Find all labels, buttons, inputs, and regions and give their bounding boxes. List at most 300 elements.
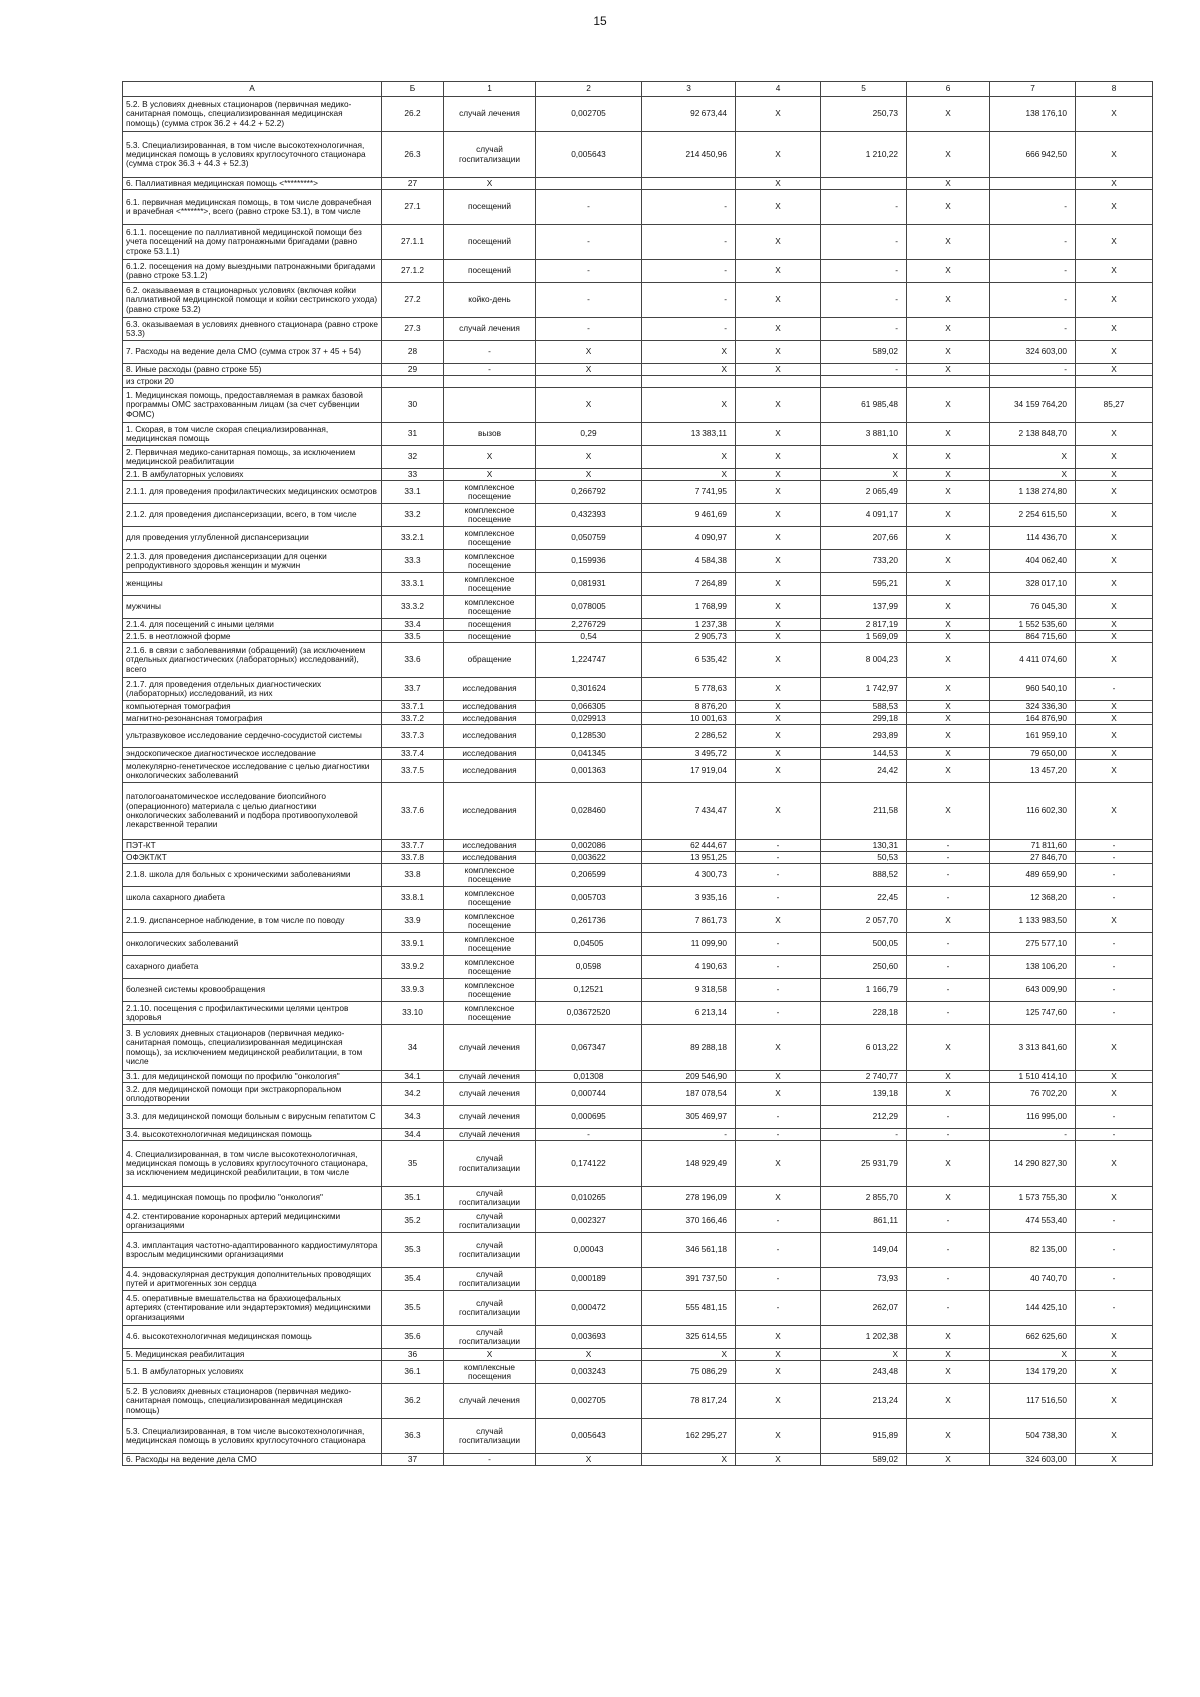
per-capita-cell: 228,18 [821,1002,907,1025]
col6-cell: X [907,1361,990,1384]
per-capita-cell: 1 742,97 [821,678,907,701]
col-header-1: 1 [444,82,536,97]
per-capita-cell: 243,48 [821,1361,907,1384]
row-name-cell: сахарного диабета [123,956,382,979]
table-row [123,933,1153,956]
amount-cell: 114 436,70 [990,527,1076,550]
table-row [123,1291,1153,1326]
col4-cell: X [736,713,821,725]
col6-cell: X [907,527,990,550]
amount-cell: 13 457,20 [990,760,1076,783]
col6-cell: X [907,1349,990,1361]
col4-cell: X [736,1326,821,1349]
per-capita-cell: - [821,225,907,260]
unit-cell: исследования [444,783,536,840]
table-row [123,550,1153,573]
row-name-cell: 4.2. стентирование коронарных артерий медицинскими организациями [123,1210,382,1233]
cost-cell: 325 614,55 [642,1326,736,1349]
unit-cell: вызов [444,423,536,446]
col8-cell: X [1076,596,1153,619]
amount-cell: 324 336,30 [990,701,1076,713]
col4-cell: - [736,956,821,979]
col4-cell: X [736,643,821,678]
norm-cell: 0,001363 [536,760,642,783]
row-name-cell: 5.3. Специализированная, в том числе высокотехнологичная, медицинская помощь в условиях круглосуточного стационара [123,1419,382,1454]
col-header-5: 5 [821,82,907,97]
page-number: 15 [593,14,607,28]
col6-cell: X [907,910,990,933]
row-name-cell: мужчины [123,596,382,619]
col6-cell: X [907,481,990,504]
table-row [123,619,1153,631]
unit-cell: случай лечения [444,1106,536,1129]
table-row [123,1361,1153,1384]
unit-cell: случай лечения [444,1384,536,1419]
cost-cell: 9 461,69 [642,504,736,527]
col6-cell: X [907,190,990,225]
amount-cell: 328 017,10 [990,573,1076,596]
table-row [123,631,1153,643]
norm-cell: - [536,318,642,341]
table-row [123,643,1153,678]
per-capita-cell: 595,21 [821,573,907,596]
norm-cell: - [536,283,642,318]
table-row [123,1129,1153,1141]
per-capita-cell: - [821,364,907,376]
amount-cell: X [990,446,1076,469]
cost-cell: 2 905,73 [642,631,736,643]
row-code-cell: 33.9.1 [382,933,444,956]
col8-cell: X [1076,364,1153,376]
row-name-cell: молекулярно-генетическое исследование с целью диагностики онкологических заболеваний [123,760,382,783]
table-row [123,469,1153,481]
per-capita-cell: X [821,446,907,469]
col6-cell: X [907,318,990,341]
col6-cell: - [907,1210,990,1233]
row-code-cell: 27.2 [382,283,444,318]
norm-cell: 0,005643 [536,132,642,178]
unit-cell [444,376,536,388]
col6-cell: X [907,1419,990,1454]
row-name-cell: болезней системы кровообращения [123,979,382,1002]
col4-cell: - [736,864,821,887]
amount-cell: 76 045,30 [990,596,1076,619]
unit-cell: комплексное посещение [444,1002,536,1025]
amount-cell: 138 176,10 [990,97,1076,132]
row-code-cell: 33.7.2 [382,713,444,725]
col6-cell: X [907,446,990,469]
unit-cell: случай лечения [444,318,536,341]
row-code-cell: 27.3 [382,318,444,341]
unit-cell: X [444,178,536,190]
col4-cell: X [736,446,821,469]
amount-cell: 324 603,00 [990,1454,1076,1466]
row-code-cell: 29 [382,364,444,376]
unit-cell: посещений [444,260,536,283]
row-code-cell: 34.1 [382,1071,444,1083]
row-name-cell: ПЭТ-КТ [123,840,382,852]
col4-cell: X [736,1384,821,1419]
col6-cell: X [907,596,990,619]
unit-cell: обращение [444,643,536,678]
cost-cell: 92 673,44 [642,97,736,132]
unit-cell: посещение [444,631,536,643]
row-code-cell: 27.1.1 [382,225,444,260]
amount-cell: 116 602,30 [990,783,1076,840]
amount-cell: 34 159 764,20 [990,388,1076,423]
per-capita-cell: 211,58 [821,783,907,840]
table-row [123,1268,1153,1291]
cost-cell: 6 213,14 [642,1002,736,1025]
unit-cell: комплексное посещение [444,481,536,504]
norm-cell: X [536,388,642,423]
col4-cell: X [736,423,821,446]
table-row [123,260,1153,283]
unit-cell: случай госпитализации [444,132,536,178]
table-row [123,1025,1153,1071]
col6-cell: - [907,1106,990,1129]
norm-cell: 0,029913 [536,713,642,725]
row-code-cell: 33.7.6 [382,783,444,840]
col-header-8: 8 [1076,82,1153,97]
row-name-cell: из строки 20 [123,376,382,388]
col8-cell: X [1076,1454,1153,1466]
norm-cell: 0,041345 [536,748,642,760]
col4-cell: X [736,260,821,283]
col4-cell: - [736,1291,821,1326]
col-header-4: 4 [736,82,821,97]
col8-cell: X [1076,573,1153,596]
row-code-cell: 34 [382,1025,444,1071]
col6-cell: X [907,1141,990,1187]
row-name-cell: патологоанатомическое исследование биопсийного (операционного) материала с целью диагностики онкологических заболеваний и подбора противоопухолевой лекарственной терапии [123,783,382,840]
row-name-cell: 6.1.1. посещение по паллиативной медицинской помощи без учета посещений на дому патронажными бригадами (равно строке 53.1.1) [123,225,382,260]
unit-cell: случай госпитализации [444,1141,536,1187]
unit-cell: комплексное посещение [444,550,536,573]
row-name-cell: 5.1. В амбулаторных условиях [123,1361,382,1384]
unit-cell: случай госпитализации [444,1419,536,1454]
row-code-cell: 33.7.5 [382,760,444,783]
unit-cell: исследования [444,725,536,748]
table-row [123,864,1153,887]
row-code-cell: 34.2 [382,1083,444,1106]
table-row [123,1326,1153,1349]
cost-cell [642,178,736,190]
row-code-cell: 33.7.3 [382,725,444,748]
row-code-cell: 35.1 [382,1187,444,1210]
table-row [123,376,1153,388]
per-capita-cell: 139,18 [821,1083,907,1106]
row-code-cell: 33.7 [382,678,444,701]
col8-cell: X [1076,1326,1153,1349]
row-name-cell: 4.1. медицинская помощь по профилю "онкология" [123,1187,382,1210]
norm-cell: 0,003693 [536,1326,642,1349]
amount-cell: 666 942,50 [990,132,1076,178]
table-row [123,979,1153,1002]
unit-cell: посещения [444,619,536,631]
col4-cell [736,376,821,388]
table-row [123,573,1153,596]
per-capita-cell: 8 004,23 [821,643,907,678]
row-name-cell: 6. Расходы на ведение дела СМО [123,1454,382,1466]
row-name-cell: 2.1.8. школа для больных с хроническими заболеваниями [123,864,382,887]
col8-cell: X [1076,132,1153,178]
per-capita-cell: 25 931,79 [821,1141,907,1187]
norm-cell: - [536,190,642,225]
row-code-cell: 35.3 [382,1233,444,1268]
norm-cell: X [536,341,642,364]
col4-cell: - [736,933,821,956]
row-code-cell: 30 [382,388,444,423]
col6-cell: X [907,678,990,701]
norm-cell: 0,29 [536,423,642,446]
norm-cell: X [536,446,642,469]
norm-cell: 0,432393 [536,504,642,527]
col8-cell: X [1076,701,1153,713]
cost-cell: 187 078,54 [642,1083,736,1106]
cost-cell: X [642,341,736,364]
col8-cell: X [1076,1071,1153,1083]
per-capita-cell: 915,89 [821,1419,907,1454]
table-row [123,1083,1153,1106]
norm-cell: 0,128530 [536,725,642,748]
cost-cell: - [642,190,736,225]
unit-cell: X [444,1349,536,1361]
row-name-cell: компьютерная томография [123,701,382,713]
col6-cell: X [907,713,990,725]
norm-cell: 0,03672520 [536,1002,642,1025]
col4-cell: X [736,1071,821,1083]
amount-cell: 275 577,10 [990,933,1076,956]
norm-cell: 0,54 [536,631,642,643]
col4-cell: X [736,527,821,550]
row-code-cell: 27 [382,178,444,190]
row-name-cell: 4.3. имплантация частотно-адаптированного кардиостимулятора взрослым медицинскими организациями [123,1233,382,1268]
col6-cell [907,376,990,388]
unit-cell: случай госпитализации [444,1210,536,1233]
amount-cell: - [990,364,1076,376]
table-row [123,1187,1153,1210]
per-capita-cell: - [821,318,907,341]
norm-cell: - [536,260,642,283]
unit-cell: случай лечения [444,1083,536,1106]
col6-cell: X [907,1025,990,1071]
col6-cell: X [907,132,990,178]
norm-cell: 1,224747 [536,643,642,678]
col8-cell: X [1076,97,1153,132]
col8-cell: X [1076,1384,1153,1419]
unit-cell: X [444,469,536,481]
col4-cell: X [736,97,821,132]
per-capita-cell: 1 569,09 [821,631,907,643]
per-capita-cell: 589,02 [821,1454,907,1466]
norm-cell: X [536,1454,642,1466]
col6-cell: - [907,956,990,979]
col4-cell: - [736,1268,821,1291]
norm-cell: 0,000744 [536,1083,642,1106]
unit-cell: исследования [444,701,536,713]
col8-cell: X [1076,1187,1153,1210]
row-name-cell: 3. В условиях дневных стационаров (первичная медико-санитарная помощь, специализированная медицинская помощь), за исключением медицинской реабилитации, в том числе [123,1025,382,1071]
row-name-cell: 1. Скорая, в том числе скорая специализированная, медицинская помощь [123,423,382,446]
table-row [123,783,1153,840]
col4-cell: X [736,1141,821,1187]
unit-cell: - [444,1454,536,1466]
unit-cell: случай госпитализации [444,1326,536,1349]
row-code-cell: 27.1.2 [382,260,444,283]
table-row [123,748,1153,760]
col8-cell: - [1076,1106,1153,1129]
col4-cell: X [736,318,821,341]
cost-cell: - [642,1129,736,1141]
per-capita-cell [821,376,907,388]
col8-cell: X [1076,631,1153,643]
amount-cell: 117 516,50 [990,1384,1076,1419]
row-code-cell: 35.2 [382,1210,444,1233]
cost-cell: 17 919,04 [642,760,736,783]
col6-cell: - [907,933,990,956]
col8-cell: X [1076,1141,1153,1187]
col4-cell: X [736,573,821,596]
col6-cell: X [907,1454,990,1466]
row-code-cell: 34.4 [382,1129,444,1141]
cost-cell: 89 288,18 [642,1025,736,1071]
unit-cell: исследования [444,713,536,725]
col8-cell: X [1076,748,1153,760]
col4-cell: X [736,225,821,260]
norm-cell: 0,078005 [536,596,642,619]
unit-cell: случай лечения [444,1129,536,1141]
row-name-cell: 3.1. для медицинской помощи по профилю "онкология" [123,1071,382,1083]
amount-cell: - [990,260,1076,283]
row-name-cell: 6.1. первичная медицинская помощь, в том числе доврачебная и врачебная <*******>, всего (равно строке 53.1), в том числе [123,190,382,225]
col6-cell: - [907,1291,990,1326]
row-code-cell: 33.6 [382,643,444,678]
table-row [123,1349,1153,1361]
cost-cell: 7 741,95 [642,481,736,504]
row-code-cell: 34.3 [382,1106,444,1129]
amount-cell: 12 368,20 [990,887,1076,910]
cost-cell: 346 561,18 [642,1233,736,1268]
col4-cell: - [736,840,821,852]
row-code-cell: 33.1 [382,481,444,504]
norm-cell: 0,000472 [536,1291,642,1326]
per-capita-cell: 2 855,70 [821,1187,907,1210]
table-row [123,1233,1153,1268]
col8-cell: X [1076,225,1153,260]
row-code-cell: 36.2 [382,1384,444,1419]
norm-cell: 0,000695 [536,1106,642,1129]
cost-cell: X [642,1349,736,1361]
unit-cell: случай лечения [444,1025,536,1071]
per-capita-cell: 213,24 [821,1384,907,1419]
cost-cell: X [642,364,736,376]
unit-cell: комплексное посещение [444,956,536,979]
cost-cell: 1 768,99 [642,596,736,619]
col6-cell: X [907,701,990,713]
cost-cell: 7 861,73 [642,910,736,933]
table-row [123,97,1153,132]
col-header-7: 7 [990,82,1076,97]
norm-cell: 0,04505 [536,933,642,956]
row-code-cell: 35.5 [382,1291,444,1326]
col6-cell: X [907,643,990,678]
row-name-cell: 2.1.3. для проведения диспансеризации для оценки репродуктивного здоровья женщин и мужчин [123,550,382,573]
unit-cell: исследования [444,678,536,701]
norm-cell: 0,266792 [536,481,642,504]
amount-cell: 161 959,10 [990,725,1076,748]
amount-cell: 164 876,90 [990,713,1076,725]
row-name-cell: 3.2. для медицинской помощи при экстракорпоральном оплодотворении [123,1083,382,1106]
col4-cell: - [736,1210,821,1233]
cost-cell: 9 318,58 [642,979,736,1002]
unit-cell: комплексное посещение [444,979,536,1002]
row-code-cell: 28 [382,341,444,364]
row-code-cell: 35 [382,1141,444,1187]
cost-cell: 4 300,73 [642,864,736,887]
table-row [123,840,1153,852]
unit-cell: комплексное посещение [444,504,536,527]
row-name-cell: 2.1.4. для посещений с иными целями [123,619,382,631]
col8-cell: X [1076,550,1153,573]
unit-cell: комплексные посещения [444,1361,536,1384]
col6-cell: X [907,178,990,190]
amount-cell: 1 552 535,60 [990,619,1076,631]
norm-cell: 0,261736 [536,910,642,933]
col6-cell: X [907,364,990,376]
row-code-cell: 31 [382,423,444,446]
table-row [123,423,1153,446]
row-name-cell: магнитно-резонансная томография [123,713,382,725]
row-code-cell: 33.7.1 [382,701,444,713]
col4-cell: X [736,1419,821,1454]
col6-cell: - [907,840,990,852]
unit-cell: комплексное посещение [444,887,536,910]
amount-cell: 643 009,90 [990,979,1076,1002]
per-capita-cell: 589,02 [821,341,907,364]
amount-cell: 4 411 074,60 [990,643,1076,678]
per-capita-cell: 861,11 [821,1210,907,1233]
amount-cell: 1 138 274,80 [990,481,1076,504]
col8-cell: X [1076,446,1153,469]
norm-cell: X [536,364,642,376]
amount-cell: 144 425,10 [990,1291,1076,1326]
norm-cell: X [536,469,642,481]
norm-cell: 0,002327 [536,1210,642,1233]
col8-cell: - [1076,1129,1153,1141]
col8-cell: X [1076,190,1153,225]
col6-cell: X [907,1326,990,1349]
cost-cell: 10 001,63 [642,713,736,725]
col4-cell: - [736,1233,821,1268]
row-name-cell: 1. Медицинская помощь, предоставляемая в рамках базовой программы ОМС застрахованным лицам (за счет субвенции ФОМС) [123,388,382,423]
col-header-2: 2 [536,82,642,97]
table-row [123,596,1153,619]
table-row [123,701,1153,713]
table-row [123,760,1153,783]
col4-cell: X [736,550,821,573]
col6-cell: X [907,283,990,318]
cost-cell: 13 383,11 [642,423,736,446]
amount-cell: - [990,283,1076,318]
amount-cell: - [990,225,1076,260]
unit-cell: случай госпитализации [444,1291,536,1326]
table-row [123,725,1153,748]
cost-cell: 11 099,90 [642,933,736,956]
cost-cell: 13 951,25 [642,852,736,864]
cost-cell: 7 264,89 [642,573,736,596]
col8-cell: X [1076,1419,1153,1454]
